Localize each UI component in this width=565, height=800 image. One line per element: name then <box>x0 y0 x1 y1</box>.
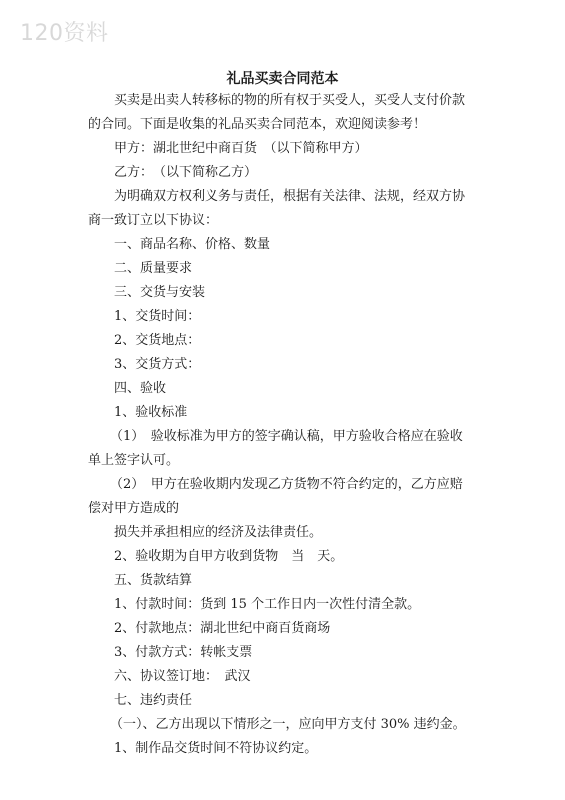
section-7-heading: 七、违约责任 <box>114 693 193 708</box>
section-5-heading: 五、货款结算 <box>114 573 193 588</box>
section-3-heading: 三、交货与安装 <box>114 285 206 300</box>
section-1-heading: 一、商品名称、价格、数量 <box>114 237 271 252</box>
intro-line-2: 的合同。下面是收集的礼品买卖合同范本，欢迎阅读参考！ <box>88 117 427 132</box>
payment-time: 1、付款时间：货到 15 个工作日内一次性付清全款。 <box>114 597 421 612</box>
acceptance-period: 2、验收期为自甲方收到货物 当 天。 <box>114 549 344 564</box>
delivery-method: 3、交货方式： <box>114 357 201 372</box>
delivery-place: 2、交货地点： <box>114 333 201 348</box>
breach-item-1: 1、制作品交货时间不符协议约定。 <box>114 741 318 756</box>
acceptance-item-2-line-2: 偿对甲方造成的 <box>88 501 180 516</box>
acceptance-item-1-line-2: 单上签字认可。 <box>88 453 180 468</box>
section-2-heading: 二、质量要求 <box>114 261 193 276</box>
purpose-line-1: 为明确双方权利义务与责任，根据有关法律、法规，经双方协 <box>114 189 466 204</box>
section-6-signing-place: 六、协议签订地： 武汉 <box>114 669 251 684</box>
payment-method: 3、付款方式：转帐支票 <box>114 645 253 660</box>
acceptance-item-2-line-3: 损失并承担相应的经济及法律责任。 <box>114 525 323 540</box>
breach-clause-1: （一）、乙方出现以下情形之一，应向甲方支付 30% 违约金。 <box>110 717 466 732</box>
acceptance-item-2-line-1: （2） 甲方在验收期内发现乙方货物不符合约定的，乙方应赔 <box>110 477 463 492</box>
payment-place: 2、付款地点：湖北世纪中商百货商场 <box>114 621 331 636</box>
purpose-line-2: 商一致订立以下协议： <box>88 213 219 228</box>
intro-line-1: 买卖是出卖人转移标的物的所有权于买受人，买受人支付价款 <box>114 93 466 108</box>
party-a-line: 甲方：湖北世纪中商百货 （以下简称甲方） <box>114 141 368 156</box>
delivery-time: 1、交货时间： <box>114 309 201 324</box>
acceptance-standard-heading: 1、验收标准 <box>114 405 188 420</box>
document-title: 礼品买卖合同范本 <box>226 71 339 87</box>
section-4-heading: 四、验收 <box>114 381 167 396</box>
party-b-line: 乙方： （以下简称乙方） <box>114 165 258 180</box>
acceptance-item-1-line-1: （1） 验收标准为甲方的签字确认稿，甲方验收合格应在验收 <box>110 429 463 444</box>
watermark-logo: 120资料 <box>20 21 109 46</box>
